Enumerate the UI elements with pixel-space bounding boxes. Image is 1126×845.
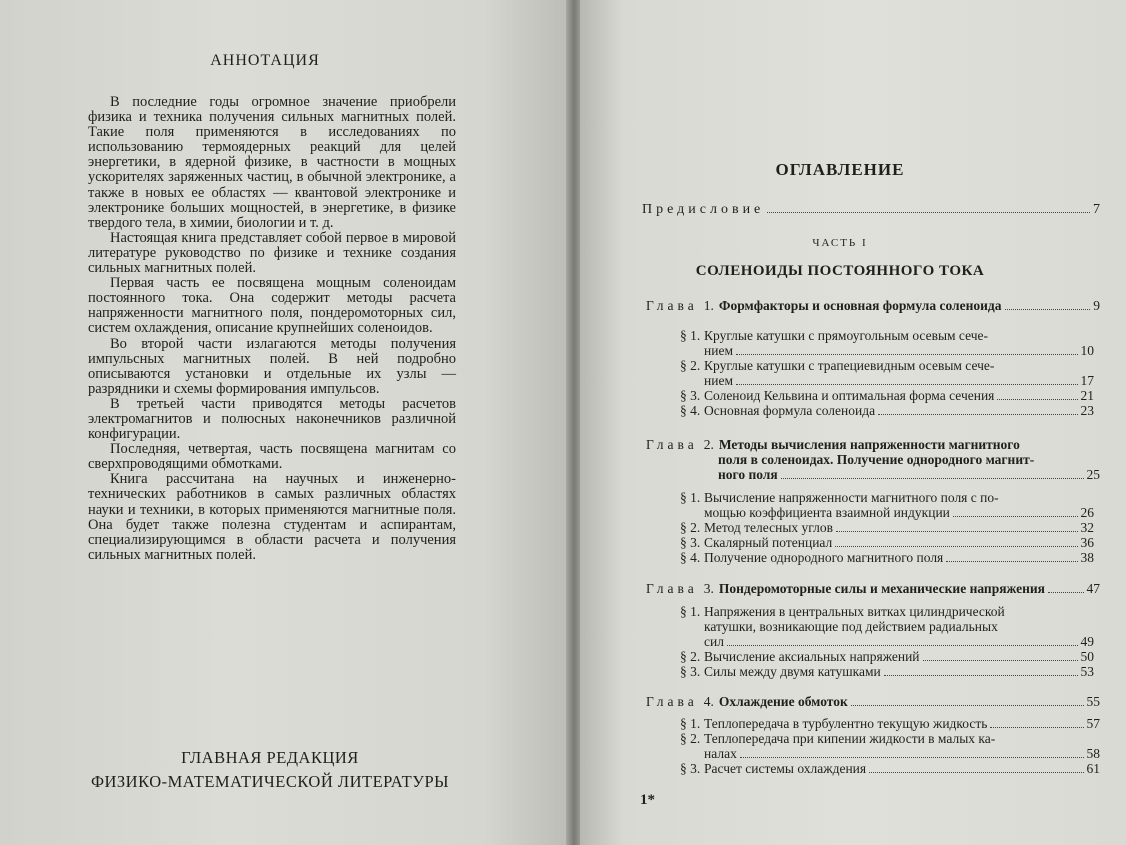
annotation-paragraph: В третьей части приводятся методы расчетов электромагнитов и полюсных наконечников различной конфигурации. — [88, 395, 456, 443]
dot-leader — [946, 561, 1077, 562]
dot-leader — [1005, 309, 1091, 310]
section-row — [680, 716, 1100, 732]
dot-leader — [835, 546, 1077, 547]
chapter-page: 25 — [1086, 467, 1100, 482]
dot-leader — [869, 772, 1083, 773]
section-row-cont — [704, 746, 1100, 762]
annotation-title: АННОТАЦИЯ — [210, 52, 320, 69]
chapter-row — [646, 694, 1100, 710]
section-title: Теплопередача в турбулентно текущую жидкость — [704, 716, 988, 731]
section-row — [680, 550, 1094, 566]
section-page: 26 — [1080, 505, 1094, 520]
section-row — [680, 403, 1094, 419]
chapter-title: Пондеромоторные силы и механические напряжения — [718, 581, 1045, 596]
section-row — [680, 731, 1076, 747]
section-page: 49 — [1080, 634, 1094, 649]
section-title: Получение однородного магнитного поля — [704, 550, 944, 565]
section-page: 61 — [1086, 761, 1100, 776]
preface-page: 7 — [1093, 202, 1100, 217]
dot-leader — [736, 354, 1078, 355]
section-row-cont — [704, 343, 1094, 359]
section-title: Вычисление аксиальных напряжений — [704, 649, 920, 664]
section-row — [680, 649, 1094, 665]
right-page — [580, 0, 1126, 845]
publisher-line-1: ГЛАВНАЯ РЕДАКЦИЯ — [181, 748, 359, 767]
chapter-word: Глава — [646, 694, 698, 709]
chapter-title-cont: ного поля — [718, 467, 778, 482]
dot-leader — [997, 399, 1077, 400]
section-row — [680, 604, 1076, 620]
section-row — [680, 358, 1076, 374]
section-number: § 2. — [680, 520, 701, 535]
section-title-cont: нием — [704, 373, 733, 388]
section-number: § 3. — [680, 664, 701, 679]
publisher-line-2: ФИЗИКО-МАТЕМАТИЧЕСКОЙ ЛИТЕРАТУРЫ — [90, 772, 450, 791]
section-page: 17 — [1080, 373, 1094, 388]
dot-leader — [781, 478, 1084, 479]
chapter-page: 55 — [1086, 694, 1100, 709]
section-title: Вычисление напряженности магнитного поля с по- — [704, 490, 999, 505]
section-row-cont — [704, 505, 1094, 521]
section-number: § 1. — [680, 604, 701, 619]
section-title: Основная формула соленоида — [704, 403, 876, 418]
section-title: Теплопередача при кипении жидкости в малых ка- — [704, 731, 996, 746]
section-number: § 1. — [680, 328, 701, 343]
annotation-paragraph: Первая часть ее посвящена мощным соленоидам постоянного тока. Она содержит методы расчета напряженности магнитного поля, пондеромоторных сил, систем охлаждения, описание крупнейших соленоидов. — [88, 275, 456, 337]
section-row — [680, 761, 1100, 777]
chapter-word: Глава — [646, 581, 698, 596]
chapter-number: 1. — [703, 298, 714, 313]
section-title: Круглые катушки с прямоугольным осевым сече- — [704, 328, 989, 343]
section-number: § 2. — [680, 731, 701, 746]
dot-leader — [736, 384, 1078, 385]
section-row — [680, 490, 1076, 506]
section-number: § 4. — [680, 550, 701, 565]
chapter-title: Формфакторы и основная формула соленоида — [718, 298, 1002, 313]
section-row-cont — [704, 634, 1094, 650]
section-number: § 2. — [680, 358, 701, 373]
annotation-paragraph: В последние годы огромное значение приобрели физика и техника получения сильных магнитных полей. Такие поля применяются в исследованиях по использованию термоядерных реакций для целей энергетики, в ядерной физике, в частности в мощных ускорителях заряженных частиц, в обычной электронике, а также в новых ее областях — квантовой электронике и электронике больших мощностей, в энергетике, в физике твердого тела, в химии, биологии и т. д. — [88, 94, 456, 231]
dot-leader — [878, 414, 1077, 415]
section-title: Метод телесных углов — [704, 520, 833, 535]
section-number: § 3. — [680, 761, 701, 776]
section-page: 32 — [1080, 520, 1094, 535]
chapter-number: 4. — [703, 694, 714, 709]
section-row — [680, 664, 1094, 680]
chapter-page: 9 — [1093, 298, 1100, 313]
section-row-cont — [704, 373, 1094, 389]
annotation-paragraph: Во второй части излагаются методы получения импульсных магнитных полей. В ней подробно описываются установки и отдельные их узлы — разрядники и схемы формирования импульсов. — [88, 335, 456, 397]
section-page: 36 — [1080, 535, 1094, 550]
annotation-paragraph: Настоящая книга представляет собой первое в мировой литературе руководство по физике и технике создания сильных магнитных полей. — [88, 229, 456, 277]
section-title: Соленоид Кельвина и оптимальная форма сечения — [704, 388, 995, 403]
section-page: 23 — [1080, 403, 1094, 418]
annotation-paragraph: Книга рассчитана на научных и инженерно-технических работников в самых различных областях науки и техники, в которых применяются магнитные поля. Она будет также полезна студентам и аспирантам, специализирующимся в области расчета и получения сильных магнитных полей. — [88, 471, 456, 563]
dot-leader — [740, 757, 1084, 758]
section-title: Силы между двумя катушками — [704, 664, 881, 679]
section-page: 57 — [1086, 716, 1100, 731]
section-row-cont — [704, 619, 1076, 635]
chapter-row — [646, 298, 1100, 314]
section-page: 38 — [1080, 550, 1094, 565]
section-page: 21 — [1080, 388, 1094, 403]
chapter-page: 47 — [1086, 581, 1100, 596]
section-number: § 3. — [680, 388, 701, 403]
page-number: 1* — [640, 792, 655, 808]
section-title-cont: сил — [704, 634, 724, 649]
section-page: 53 — [1080, 664, 1094, 679]
chapter-row-cont — [718, 467, 1100, 483]
dot-leader — [884, 675, 1078, 676]
chapter-word: Глава — [646, 298, 698, 313]
section-number: § 1. — [680, 716, 701, 731]
chapter-word: Глава — [646, 437, 698, 452]
dot-leader — [990, 727, 1083, 728]
preface-label: Предисловие — [642, 202, 765, 217]
section-title-cont: катушки, возникающие под действием радиальных — [704, 619, 998, 634]
section-title-cont: налах — [704, 746, 737, 761]
chapter-row — [646, 581, 1100, 597]
dot-leader — [836, 531, 1078, 532]
section-number: § 2. — [680, 649, 701, 664]
section-number: § 3. — [680, 535, 701, 550]
chapter-title: Методы вычисления напряженности магнитного — [718, 437, 1020, 452]
dot-leader — [727, 645, 1078, 646]
section-title-cont: мощью коэффициента взаимной индукции — [704, 505, 950, 520]
section-title: Напряжения в центральных витках цилиндрической — [704, 604, 1005, 619]
part-title: СОЛЕНОИДЫ ПОСТОЯННОГО ТОКА — [695, 263, 985, 279]
annotation-paragraph: Последняя, четвертая, часть посвящена магнитам со сверхпроводящими обмотками. — [88, 441, 456, 473]
section-page: 50 — [1080, 649, 1094, 664]
dot-leader — [923, 660, 1078, 661]
toc-title: ОГЛАВЛЕНИЕ — [775, 160, 905, 179]
section-row — [680, 328, 1076, 344]
section-number: § 1. — [680, 490, 701, 505]
dot-leader — [1048, 592, 1084, 593]
section-title: Расчет системы охлаждения — [704, 761, 867, 776]
dot-leader — [767, 212, 1090, 213]
chapter-title: Охлаждение обмоток — [718, 694, 848, 709]
chapter-title-cont: поля в соленоидах. Получение однородного магнит- — [718, 452, 1035, 467]
section-title-cont: нием — [704, 343, 733, 358]
dot-leader — [953, 516, 1078, 517]
chapter-row — [646, 437, 1076, 453]
chapter-number: 3. — [703, 581, 714, 596]
toc-preface-row — [642, 202, 1100, 218]
part-label: ЧАСТЬ I — [812, 237, 868, 249]
section-row — [680, 535, 1094, 551]
chapter-number: 2. — [703, 437, 714, 452]
section-row — [680, 520, 1094, 536]
section-row — [680, 388, 1094, 404]
annotation-body — [88, 95, 456, 563]
section-title: Круглые катушки с трапециевидным осевым сече- — [704, 358, 995, 373]
section-page: 10 — [1080, 343, 1094, 358]
dot-leader — [851, 705, 1084, 706]
section-page: 58 — [1086, 746, 1100, 761]
section-number: § 4. — [680, 403, 701, 418]
section-title: Скалярный потенциал — [704, 535, 833, 550]
